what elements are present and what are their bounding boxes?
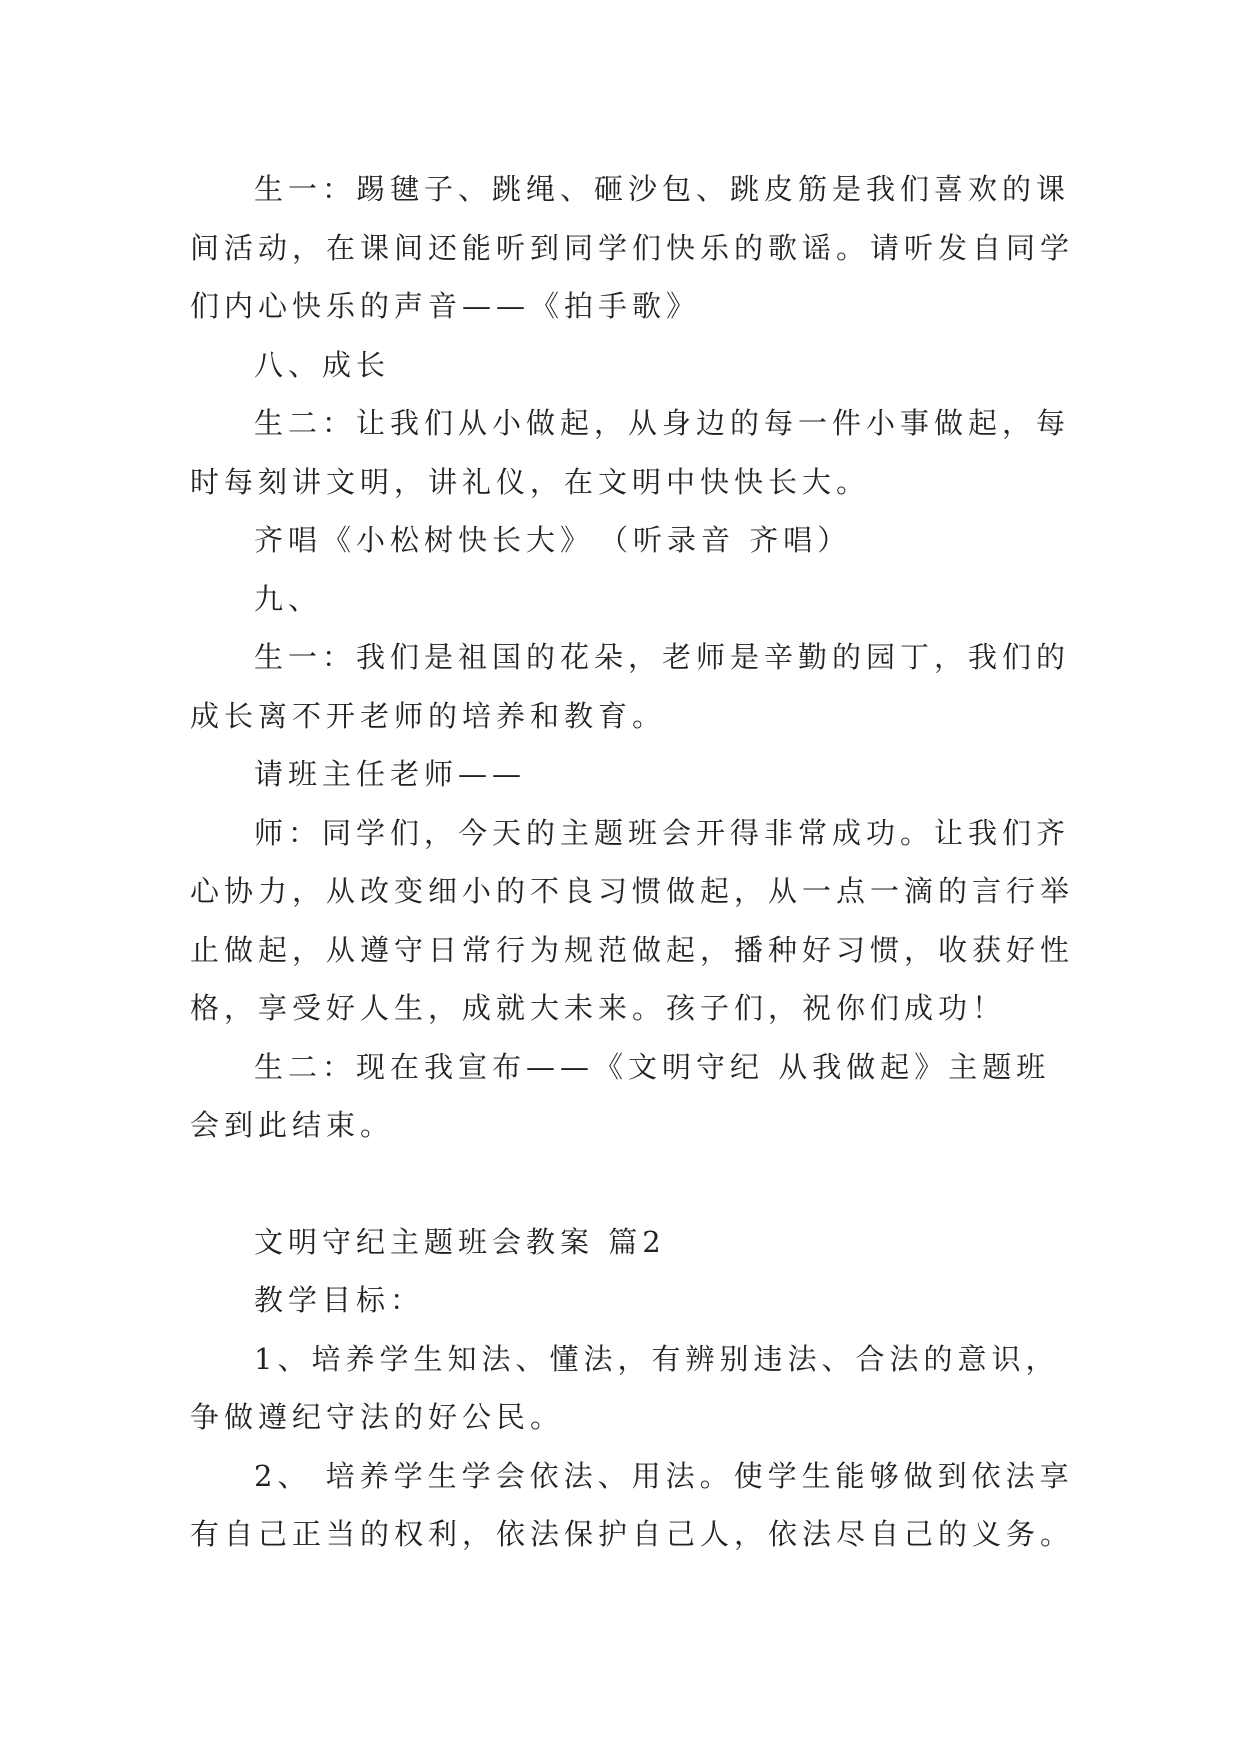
paragraph-student-one-teacher: 生一：我们是祖国的花朵，老师是辛勤的园丁，我们的成长离不开老师的培养和教育。 [190, 640, 1071, 733]
paragraph-invite-teacher: 请班主任老师—— [254, 757, 527, 791]
section-heading-nine: 九、 [254, 581, 323, 616]
paragraph-teacher-speech: 师：同学们，今天的主题班会开得非常成功。让我们齐心协力，从改变细小的不良习惯做起，从一点一滴的言行举止做起，从遵守日常行为规范做起，播种好习惯，收获好性格，享受好人生，成就大未来。孩子们，祝你们成功！ [190, 815, 1075, 1025]
paragraph-student-two-civility: 生二：让我们从小做起，从身边的每一件小事做起，每时每刻讲文明，讲礼仪，在文明中快快长大。 [190, 406, 1071, 499]
lesson-title: 文明守纪主题班会教案 篇2 [254, 1224, 666, 1259]
document-body [190, 160, 1080, 1564]
objectives-heading: 教学目标： [254, 1283, 425, 1317]
paragraph-closing: 生二：现在我宣布——《文明守纪 从我做起》主题班会到此结束。 [190, 1049, 1051, 1142]
paragraph-student-one-games: 生一：踢毽子、跳绳、砸沙包、跳皮筋是我们喜欢的课间活动，在课间还能听到同学们快乐的歌谣。请听发自同学们内心快乐的声音——《拍手歌》 [190, 172, 1075, 323]
objective-item-2: 2、 培养学生学会依法、用法。使学生能够做到依法享有自己正当的权利，依法保护自己人，依法尽自己的义务。 [190, 1458, 1075, 1551]
section-heading-growth: 八、成长 [254, 347, 391, 382]
paragraph-chorus: 齐唱《小松树快长大》 （听录音 齐唱） [254, 523, 852, 557]
objective-item-1: 1、培养学生知法、懂法，有辨别违法、合法的意识，争做遵纪守法的好公民。 [190, 1341, 1060, 1434]
